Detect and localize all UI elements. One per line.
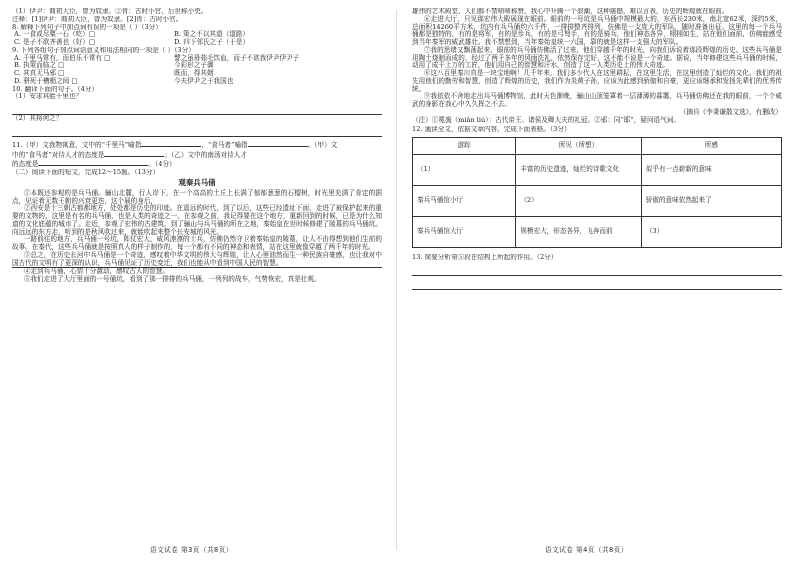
q9-option-c-compare: 既而，得其姻 — [174, 69, 214, 78]
q11-text-b: ，“食马者”喻指 — [201, 140, 248, 149]
q9-option-c[interactable]: C. 其真无马邪 □ — [14, 69, 65, 78]
left-footer: 语文试卷 第3页（共8页） — [150, 546, 233, 555]
table-row — [413, 155, 782, 186]
question-9-options — [12, 55, 382, 86]
right-footer: 语文试卷 第4页（共8页） — [545, 546, 628, 555]
table-header-cell: 游踪 — [413, 138, 516, 155]
q10-answer-line-1[interactable] — [12, 102, 382, 115]
table-header-cell: 所见（所想） — [516, 138, 641, 155]
q9-option-d[interactable]: D. 骈死于槽枥之间 □ — [14, 76, 78, 85]
table-row — [413, 217, 782, 248]
table-cell[interactable]: （3） — [641, 217, 781, 248]
q13-answer-line-2[interactable] — [412, 277, 782, 290]
question-12-stem: 12. 通读全文，依据文章内容，完成下面表格。（3分） — [412, 126, 571, 134]
paragraph-7: ⑦我的思绪又飘荡起来，眼前的兵马俑仿佛活了过来，他们穿越千年的时光，向我们诉说着那段辉煌的历史。这些兵马俑是用陶土烧制而成的，经过了两千多年的风雨洗礼，依然保存完好，这不能不说是一个奇迹。据说，当年修建这些兵马俑的时候，动用了成千上万的工匠，他们用自己的智慧和汗水，创造了这一人类历史上的伟大奇迹。 — [412, 45, 782, 70]
question-10-stem: 10. 翻译下面的句子。（4分） — [12, 85, 99, 93]
table-row — [413, 186, 782, 217]
question-11-line-1 — [12, 140, 382, 150]
note-line: （1）伊尹：商初大臣，曾为奴隶。②胥：古时小官，后世称小吏。 — [12, 8, 208, 15]
q9-option-b[interactable]: B. 执策而临之 □ — [14, 61, 65, 70]
q10-item-2: （2）其将何之？ — [12, 115, 63, 123]
paragraph-5-cont: 雄伟的艺术殿堂，人们都不禁啧啧称赞，我心中升腾一个浪潮，这种震撼，难以言表，历史的辉煌就在眼前。 — [412, 8, 729, 15]
paragraph-8: ⑧这八百里秦川真是一块宝地啊！几千年来，我们多少代人在这里耕耘，在这里生活，在这里创造了灿烂的文化。我们的祖先用他们的勤劳和智慧，创造了辉煌的历史，我们作为炎黄子孙，应该为此感到骄傲和自豪，更应该继承和发扬先辈们的优秀传统。 — [412, 69, 782, 93]
q9-option-a-compare: 譬之虽毋茹毛饮血，而子不欲我伊尹伊尹子 — [174, 53, 300, 62]
q11-blank-2[interactable] — [248, 140, 308, 147]
q11-text-a: 11.（甲）文我物寓意，文中的“千里马”喻指 — [12, 140, 142, 149]
paragraph-3: ③总之，在历史长河中兵马俑是一个奇迹，感叹着中华文明的伟大与辉煌，让人心里油然而生一种民族自豪感，也让我对中国古代的文明有了更深的认识，兵马俑见证了历史变迁，我们也能从中看到中国人民的智慧。 — [12, 250, 382, 267]
paragraph-2-cont: 一路前往的地方，兵马俑一号坑，阵仗宏大，威风凛凛的士兵，仿佛仍然守卫着秦始皇的陵墓，让人不由得想到他们生前的故事。在秦代，这些兵马俑就是按照真人的样子制作的，每一个都有不同的神态和表情，站在这里就像穿越了两千年的时光。 — [12, 235, 382, 252]
q9-option-b-compare: 今彩形之子御 — [174, 61, 214, 70]
table-cell: 丰富的历史遗迹，灿烂的诗歌文化 — [516, 155, 641, 186]
annotation-note: 注释：[1]伊尹：商初大臣，曾为奴隶。[2]胥：古时小官。 — [12, 15, 183, 23]
table-cell: 似乎有一点崭新的意味 — [641, 155, 781, 186]
q10-answer-line-2[interactable] — [12, 124, 382, 137]
source-citation: （摘自《李秉谦散文选》，有删改） — [679, 107, 782, 116]
q8-option-a[interactable]: A. 一食或尽粟一石（吃）□ — [14, 30, 96, 39]
q9-option-d-compare: 今夫伊尹之于我国也 — [174, 76, 234, 85]
paragraph-9: ⑨我依依不舍地走出兵马俑博物馆，此时天色渐晚，骊山山顶笼罩着一层薄薄的暮霭，兵马俑仿佛还在我的眼前，一个个威武的身影在我心中久久挥之不去。 — [412, 92, 782, 109]
q11-text-d: 中的“食马者”对待人才的态度是 — [12, 150, 105, 159]
reading-intro: （二）阅读下面的短文，完成12～15题。（13分） — [12, 169, 160, 177]
question-9-stem: 9. 下列各组句子加点词语意义和用法相同的一项是（ ）（3分） — [12, 46, 195, 54]
right-page — [412, 8, 782, 553]
question-8-options — [12, 31, 382, 47]
table-cell: 骄傲的意味依然起来了 — [641, 186, 781, 217]
q11-text-c: 。（甲）文 — [307, 140, 338, 149]
q9-option-a[interactable]: A. 千里马常有，而伯乐不常有 □ — [14, 53, 111, 62]
left-page — [12, 8, 382, 553]
question-12-table — [412, 137, 782, 248]
table-cell[interactable]: （1） — [413, 155, 516, 186]
table-header-cell: 所感 — [641, 138, 781, 155]
q11-blank-3[interactable] — [104, 150, 164, 157]
paragraph-4: ④走到兵马俑，心情十分激动，感叹古人的智慧。 — [23, 267, 169, 276]
q10-item-1: （1）安求其能千里也？ — [12, 93, 83, 101]
page-divider — [396, 10, 397, 550]
table-cell: 秦兵马俑馆大厅 — [413, 217, 516, 248]
q8-option-b[interactable]: B. 策之不以其道（道路） — [174, 30, 249, 39]
paragraph-2: ②西安是十三朝古都都地方，处处都是历史的印迹。在遥远的时代，到了以后，这些已经遗址下面，走进了被保护起来的重要的文物的，这里是有名的兵马俑，也是人类的奇迹之一。在参观之前，我记得要在这个地方，重新回到的时候，已是为什么知道的文化底蕴的城市了。走近，参观了宏伟的古建筑，到了骊山与兵马俑的所在之地，秦始皇在世时候修建了陵墓的兵马俑坑。向远远的东方走，听到的是秋风吹过来，就能吹起来整个长安城的风光。 — [12, 204, 382, 236]
table-cell[interactable]: （2） — [516, 186, 641, 217]
paragraph-5: ⑤我们走进了大厅里面的一号俑坑，看到了那一排排的兵马俑，一列列的战车，气势恢宏，真是壮观。 — [23, 275, 321, 284]
q8-option-c[interactable]: C. 是子不欲齐善也（好）□ — [14, 38, 96, 47]
q11-text-g: 。（4分） — [148, 160, 176, 169]
question-8-stem: 8. 解释下列句子中加点词有误的一项是（ ）（3分） — [12, 23, 162, 31]
table-cell: 秦兵马俑馆小厅 — [413, 186, 516, 217]
q11-blank-4[interactable] — [38, 159, 148, 166]
annotation-note-right: （注）①冕旒（miǎn liú）：古代帝王、诸侯及卿大夫的礼冠。②邪：同“耶”，疑问语气词。 — [412, 115, 680, 124]
q11-text-e: ；（乙）文中的南汤对待人才 — [164, 150, 247, 159]
paragraph-1: ①本既还参观的是兵马俑。骊山北麓，行人岸下，在一个高高的土丘上长满了郁郁葱葱的石榴树，时光里充满了肯定的据点，见证着无数王朝的兴衰更迭，这个展的身后， — [12, 188, 382, 205]
table-header-row — [413, 138, 782, 155]
paragraph-6: ⑥走进大厅，只见那宏伟大殿展现在眼前。眼前的一号坑是兵马俑中规模最大的，东西长230米，南北宽62米，深约5米，总面积14260平方米，坑内有兵马俑约六千件，一排排整齐排列，仿佛是一支庞大的军队，随时准备出征。这里的每一个兵马俑都是独特的，有的是将军，有的是步兵，有的是弓弩手，有的是骑兵，他们神态各异，栩栩如生，站在他们面前，仿佛能感受到当年秦军的威武雄壮。我不禁想到，当年秦始皇统一六国，靠的就是这样一支强大的军队。 — [412, 14, 782, 47]
question-13-stem: 13. 简要分析第⑤段在结构上所起的作用。（2分） — [412, 254, 558, 262]
q11-blank-1[interactable] — [141, 140, 201, 147]
q13-answer-line-1[interactable] — [412, 263, 782, 276]
table-cell: 规模宏大，形态各异，飞奔而前 — [516, 217, 641, 248]
question-11-line-2 — [12, 150, 382, 160]
question-11-line-3 — [12, 159, 382, 169]
q8-option-d[interactable]: D. 四下邻氏之子（于是） — [174, 38, 250, 47]
essay-title: 观秦兵马俑 — [178, 178, 216, 188]
q11-text-f: 的态度是 — [12, 160, 39, 169]
